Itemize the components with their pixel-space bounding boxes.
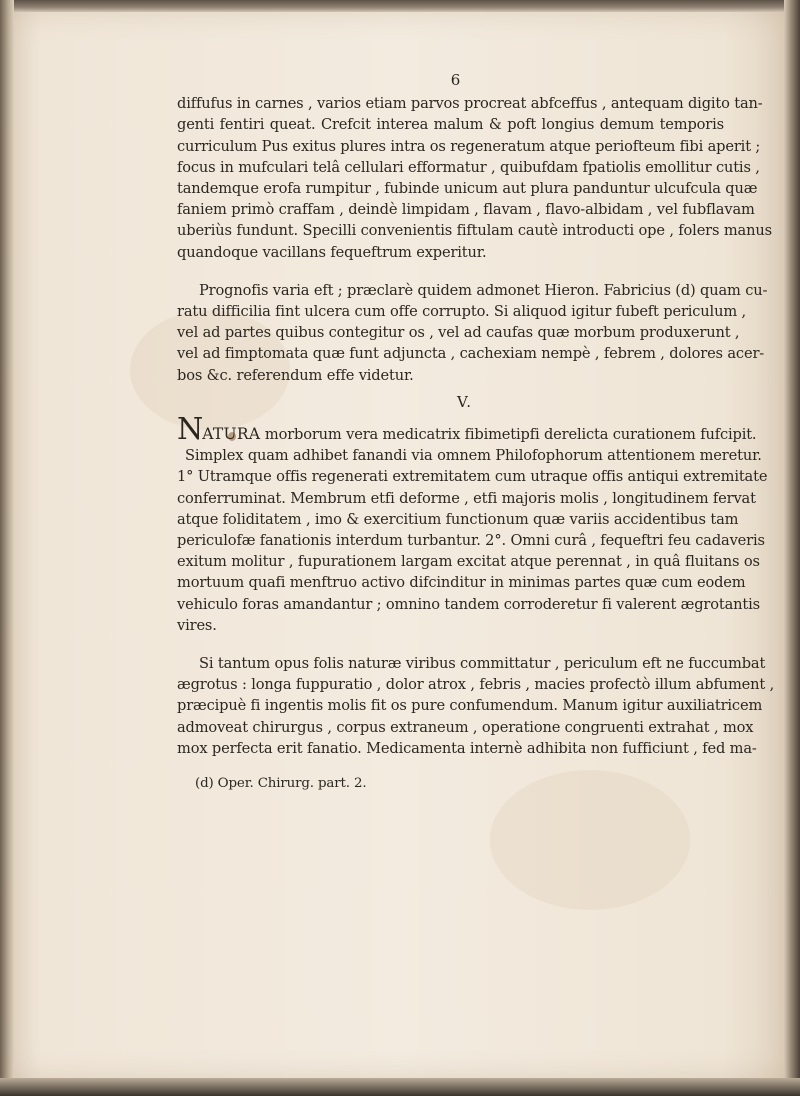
page-text [177,64,775,794]
text-line-first [177,412,757,448]
text-line: faniem primò craffam , deindè limpidam , flavam , flavo-albidam , vel fubflavam [177,201,755,219]
book-gutter [0,0,14,1096]
paragraph-3 [177,412,768,636]
page-number: 6 [450,71,461,89]
text-line: uberiùs fundunt. Specilli convenientis fiftulam cautè introducti ope , folers manus [177,222,772,240]
paragraph-1 [177,93,772,263]
text-line: vel ad fimptomata quæ funt adjuncta , cachexiam nempè , febrem , dolores acer- [177,345,765,363]
text-line: 1° Utramque offis regenerati extremitatem cum utraque offis antiqui extremitate [177,468,768,486]
text-line: ratu difficilia fint ulcera cum offe corrupto. Si aliquod igitur fubeft periculum , [177,303,746,321]
text-line: periculofæ fanationis interdum turbantur. 2°. Omni curâ , fequeftri feu cadaveris [177,532,765,550]
text-line: quandoque vacillans fequeftrum experitur. [177,243,487,261]
text-line: vel ad partes quibus contegitur os , vel ad caufas quæ morbum produxerunt , [177,324,740,342]
section-number: V. [457,392,472,411]
book-fore-edge [784,0,800,1096]
text-line: atque foliditatem , imo & exercitium functionum quæ variis accidentibus tam [177,510,739,528]
text-line: diffufus in carnes , varios etiam parvos procreat abfceffus , antequam digito tan- [177,95,763,113]
book-bottom-edge [0,1078,800,1096]
paragraph-2 [177,280,768,386]
text-line: Simplex quam adhibet fanandi via omnem Philofophorum attentionem meretur. [185,447,762,465]
text-line: vehiculo foras amandantur ; omnino tandem corroderetur fi valerent ægrotantis [177,595,760,613]
text-line: conferruminat. Membrum etfi deforme , etfi majoris molis , longitudinem fervat [177,489,756,507]
text-line: Si tantum opus folis naturæ viribus committatur , periculum eft ne fuccumbat [199,655,766,673]
book-top-edge [0,0,800,12]
footnote: (d) Oper. Chirurg. part. 2. [195,776,367,792]
text-line: mox perfecta erit fanatio. Medicamenta internè adhibita non fufficiunt , fed ma- [177,739,757,757]
text-line: vires. [177,616,217,634]
text-line: præcipuè fi ingentis molis fit os pure confumendum. Manum igitur auxiliatricem [177,697,763,715]
text-line: ægrotus : longa fuppuratio , dolor atrox , febris , macies profectò illum abfument , [177,676,775,694]
paragraph-gap [177,636,724,653]
drop-cap: N [177,412,203,448]
text-line: focus in mufculari telâ cellulari efformatur , quibufdam fpatiolis emollitur cutis , [177,158,760,176]
text-line: mortuum quafi menftruo activo difcinditur in minimas partes quæ cum eodem [177,574,746,592]
drop-cap-continuation: ATURA [202,425,261,444]
text-line: bos &c. referendum effe videtur. [177,366,414,384]
text-line: exitum molitur , fupurationem largam excitat atque perennat , in quâ fluitans os [177,553,760,571]
text-line: genti fentiri queat. Crefcit interea malum & poft longius demum temporis [177,116,724,134]
text-line: curriculum Pus exitus plures intra os regeneratum atque periofteum fibi aperit ; [177,137,761,155]
text-line: admoveat chirurgus , corpus extraneum , operatione congruenti extrahat , mox [177,718,754,736]
text-line: tandemque erofa rumpitur , fubinde unicum aut plura panduntur ulcufcula quæ [177,180,758,198]
paragraph-gap [177,263,724,280]
text-line: Prognofis varia eft ; præclarè quidem admonet Hieron. Fabricius (d) quam cu- [199,281,768,299]
paragraph-4 [177,653,775,759]
first-line-text: morborum vera medicatrix fibimetipfi derelicta curationem fufcipit. [264,426,757,444]
